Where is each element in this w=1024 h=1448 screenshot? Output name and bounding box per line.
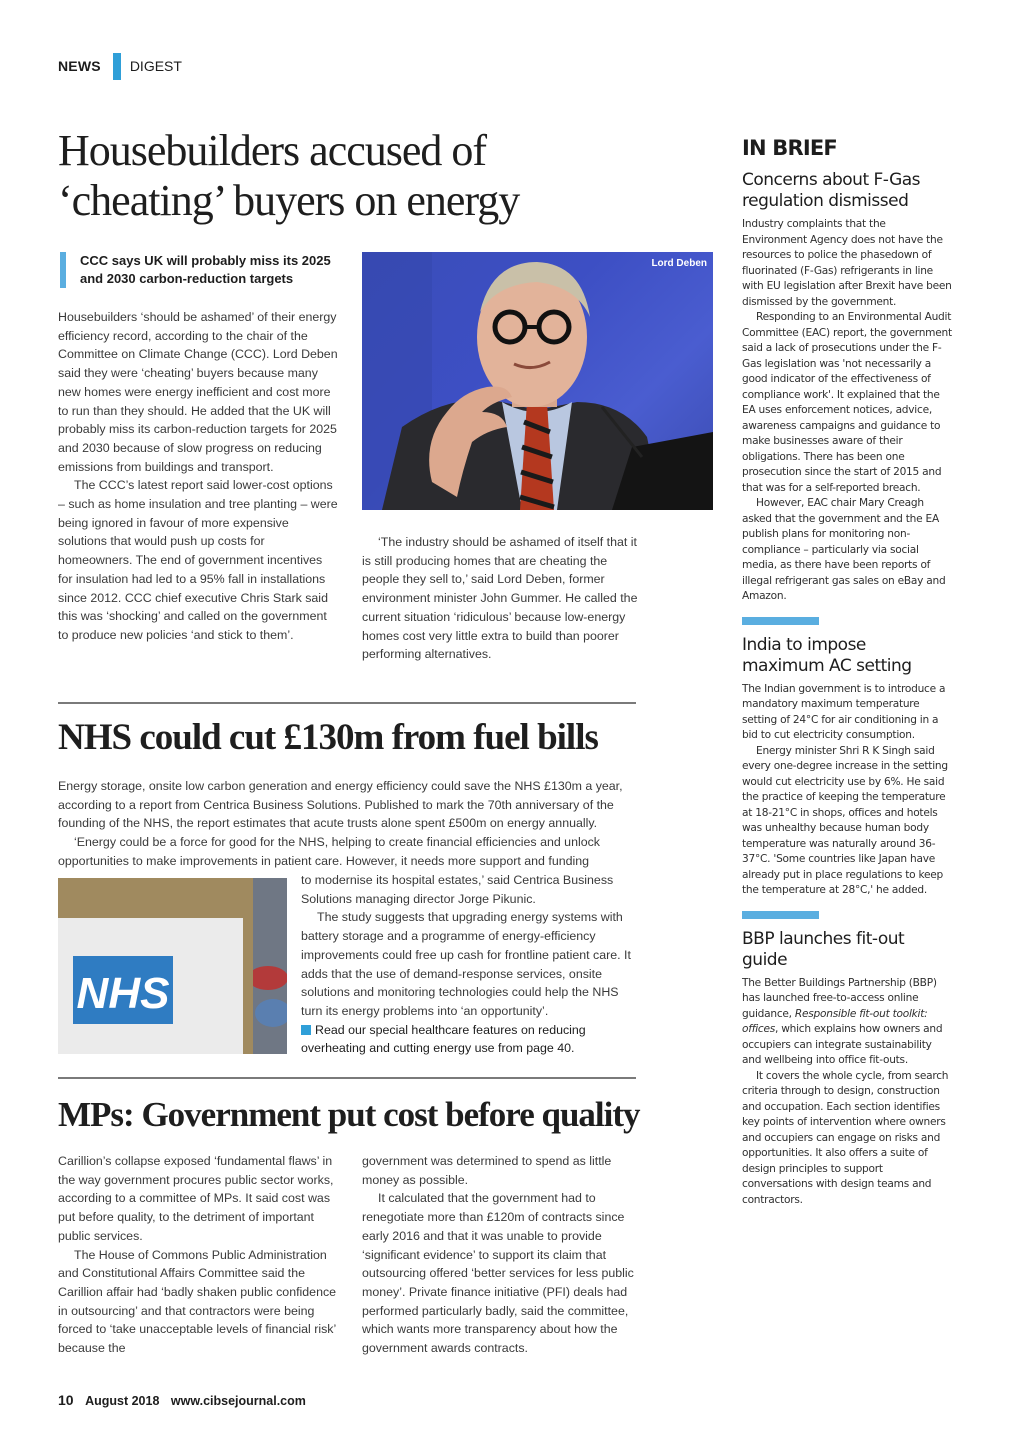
- section-label: NEWS: [58, 58, 101, 74]
- story1-standfirst: CCC says UK will probably miss its 2025 and 2030 carbon-reduction targets: [60, 252, 340, 288]
- story2-paragraph: to modernise its hospital estates,’ said Centrica Business Solutions managing director Jorge Pikunic.: [301, 873, 614, 906]
- brief-body: [742, 217, 952, 605]
- story1-paragraph: Housebuilders ‘should be ashamed’ of their energy efficiency record, according to the chair of the Committee on Climate Change (CCC). Lord Deben said they were ‘cheating’ buyers because many new homes were energy inefficient and cost more to run than they should. He added that the UK will probably miss its carbon-reduction targets for 2025 and 2030 because of slow progress on reducing emissions from buildings and transport.: [58, 310, 338, 474]
- story2-paragraph: Energy storage, onsite low carbon generation and energy efficiency could save the NHS £130m a year, according to a report from Centrica Business Solutions. Published to mark the 70th anniversary of the founding of the NHS, the report estimates that acute trusts alone spent £500m on energy annually.: [58, 779, 623, 831]
- brief-separator-bar: [742, 911, 819, 919]
- brief-headline: India to impose maximum AC setting: [742, 634, 912, 676]
- read-more-text: Read our special healthcare features on reducing overheating and cutting energy use from page 40.: [301, 1022, 586, 1056]
- story1-column-2: [362, 533, 642, 664]
- brief-paragraph: Industry complaints that the Environment Agency does not have the resources to police the phasedown of fluorinated (F-Gas) refrigerants in line with EU legislation after Brexit have been dismissed by the government.: [742, 218, 952, 308]
- section-divider: [58, 1077, 636, 1079]
- story2-body-right: [301, 871, 639, 1058]
- brief-text: The Better Buildings Partnership (BBP) has launched free-to-access online guidance,: [742, 976, 937, 1020]
- story1-headline: [58, 126, 658, 226]
- story3-paragraph: It calculated that the government had to renegotiate more than £120m of contracts since early 2016 and that it was unable to provide ‘significant evidence’ to support its claim that outsourcing offered ‘better services for less public money’. Private finance initiative (PFI) deals had performed particularly badly, said the committee, which wants more transparency about how the government awards contracts.: [362, 1191, 634, 1356]
- brief-paragraph: However, EAC chair Mary Creagh asked that the government and the EA publish plans for monitoring non-compliance – particularly via social media, as there have been reports of illegal refrigerant gas sales on eBay and Amazon.: [742, 497, 946, 602]
- nhs-logo-text: NHS: [76, 969, 170, 1018]
- brief-headline: BBP launches fit-out guide: [742, 928, 905, 970]
- story3-paragraph: government was determined to spend as little money as possible.: [362, 1154, 612, 1187]
- brief-paragraph: Responding to an Environmental Audit Committee (EAC) report, the government said a lack of prosecutions under the F-Gas legislation was 'not necessarily a good indicator of the effectiveness of compliance work'. It explained that the EA uses enforcement notices, advice, awareness campaigns and guidance to make businesses aware of their obligations. There has been one prosecution since the start of 2015 and that was for a self-reported breach.: [742, 311, 952, 494]
- subsection-label: DIGEST: [129, 58, 182, 74]
- story1-column-1: [58, 308, 340, 645]
- square-bullet-icon: [301, 1025, 311, 1035]
- story2-body-top: [58, 777, 638, 871]
- page-footer: [58, 1392, 306, 1408]
- brief-paragraph: Energy minister Shri R K Singh said every one-degree increase in the setting would cut electricity use by 6%. He said the practice of keeping the temperature at 18-21°C in shops, offices and hotels was unhealthy because human body temperature was naturally around 36-37°C. 'Some countries like Japan have already put in place regulations to keep the temperature at 28°C,' he added.: [742, 744, 948, 896]
- section-divider-bar: [113, 53, 121, 80]
- story3-column-2: [362, 1152, 644, 1358]
- story2-paragraph: The study suggests that upgrading energy systems with battery storage and a programme of energy-efficiency improvements could free up cash for frontline patient care. It adds that the use of demand-response services, onsite solutions and monitoring technologies could help the NHS turn its energy problems into ‘an opportunity’.: [301, 910, 631, 1018]
- sidebar-title: IN BRIEF: [742, 136, 837, 160]
- photo-caption: Lord Deben: [651, 258, 707, 269]
- brief-paragraph: [742, 976, 952, 1069]
- lord-deben-photo: [362, 252, 713, 510]
- website-link[interactable]: www.cibsejournal.com: [170, 1394, 306, 1408]
- nhs-sign-photo: [58, 878, 287, 1054]
- nhs-sign-illustration: [58, 878, 287, 1054]
- page-number: 10: [58, 1392, 74, 1408]
- brief-body: [742, 976, 952, 1209]
- story1-paragraph: The CCC’s latest report said lower-cost options – such as home insulation and tree planting – were being ignored in favour of more expensive solutions that would push up costs for homeowners. The end of government incentives for insulation had led to a 95% fall in installations since 2012. CCC chief executive Chris Stark said this was ‘shocking’ and called on the government to produce new policies ‘and stick to them’.: [58, 478, 338, 642]
- story1-headline-line2: ‘cheating’ buyers on energy: [58, 176, 520, 225]
- portrait-illustration: [362, 252, 713, 510]
- story3-headline: MPs: Government put cost before quality: [58, 1095, 640, 1134]
- publication-title: Responsible fit-out toolkit: offices: [742, 1007, 928, 1035]
- brief-paragraph: It covers the whole cycle, from search criteria through to design, construction and occupation. Each section identifies key points of intervention where owners and occupiers can engage on risks and opportunities. It also offers a suite of design principles to support conversations with design teams and contractors.: [742, 1069, 949, 1206]
- issue-date: August 2018: [85, 1394, 160, 1408]
- section-header: [58, 52, 182, 80]
- in-brief-sidebar: [742, 134, 952, 1208]
- brief-paragraph: The Indian government is to introduce a mandatory maximum temperature setting of 24°C for air conditioning in a bid to cut electricity consumption.: [742, 682, 946, 741]
- read-more-link[interactable]: [301, 1021, 639, 1058]
- story2-headline: NHS could cut £130m from fuel bills: [58, 717, 598, 758]
- brief-body: [742, 682, 952, 899]
- story3-paragraph: Carillion’s collapse exposed ‘fundamental flaws’ in the way government procures public sector works, according to a committee of MPs. It said cost was put before quality, to the detriment of important public services.: [58, 1154, 334, 1243]
- section-divider: [58, 702, 636, 704]
- story2-paragraph: ‘Energy could be a force for good for the NHS, helping to create financial efficiencies and unlock opportunities to make improvements in patient care. However, it needs more support and funding: [58, 835, 600, 868]
- story3-paragraph: The House of Commons Public Administration and Constitutional Affairs Committee said the Carillion affair had ‘badly shaken public confidence in outsourcing’ and that contractors were being forced to ‘take unacceptable levels of financial risk’ because the: [58, 1247, 337, 1356]
- brief-separator-bar: [742, 617, 819, 625]
- story3-column-1: [58, 1152, 340, 1358]
- brief-headline: Concerns about F-Gas regulation dismissed: [742, 170, 921, 211]
- story1-paragraph: ‘The industry should be ashamed of itself that it is still producing homes that are cheating the people they sell to,’ said Lord Deben, former environment minister John Gummer. He called the current situation ‘ridiculous’ because low-energy homes cost very little extra to build than poorer performing alternatives.: [362, 535, 638, 662]
- story1-headline-line1: Housebuilders accused of: [58, 126, 487, 175]
- brief-text: , which explains how owners and occupiers can integrate sustainability and wellbeing into office fit-outs.: [742, 1023, 943, 1066]
